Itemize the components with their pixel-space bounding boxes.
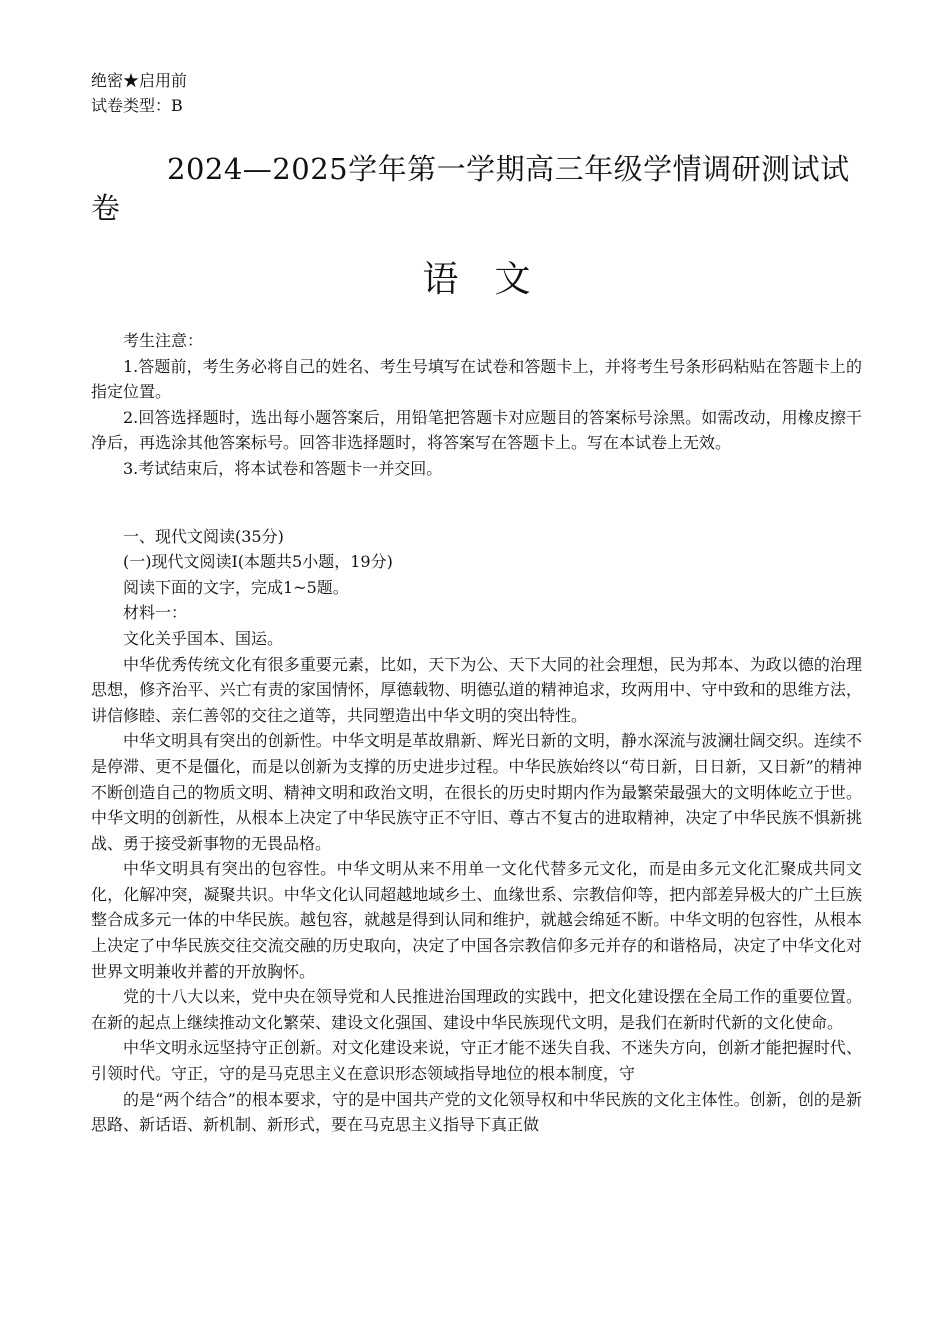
header-meta	[91, 68, 862, 118]
subject-title: 语文	[422, 259, 567, 300]
exam-title: 2024—2025学年第一学期高三年级学情调研测试试卷	[91, 152, 850, 225]
confidential-label: 绝密★启用前	[91, 71, 188, 90]
notice-item: 2.回答选择题时，选出每小题答案后，用铅笔把答题卡对应题目的答案标号涂黑。如需改动，用橡皮擦干净后，再选涂其他答案标号。回答非选择题时，将答案写在答题卡上。写在本试卷上无效。	[91, 407, 862, 453]
paper-type-label: 试卷类型：B	[91, 96, 183, 115]
section-sub-heading: (一)现代文阅读Ⅰ(本题共5小题，19分)	[123, 552, 393, 572]
body-paragraph: 中华文明具有突出的创新性。中华文明是革故鼎新、辉光日新的文明，静水深流与波澜壮阔交织。连续不是停滞、更不是僵化，而是以创新为支撑的历史进步过程。中华民族始终以“苟日新，日日新，又日新”的精神不断创造自己的物质文明、精神文明和政治文明，在很长的历史时期内作为最繁荣最强大的文明体屹立于世。中华文明的创新性，从根本上决定了中华民族守正不守旧、尊古不复古的进取精神，决定了中华民族不惧新挑战、勇于接受新事物的无畏品格。	[91, 731, 862, 853]
body-paragraph: 中华文明永远坚持守正创新。对文化建设来说，守正才能不迷失自我、不迷失方向，创新才能把握时代、引领时代。守正，守的是马克思主义在意识形态领域指导地位的根本制度，守	[91, 1038, 862, 1084]
body-paragraph: 中华优秀传统文化有很多重要元素，比如，天下为公、天下大同的社会理想，民为邦本、为政以德的治理思想，修齐治平、兴亡有责的家国情怀，厚德载物、明德弘道的精神追求，玫两用中、守中致和的思维方法，讲信修睦、亲仁善邻的交往之道等，共同塑造出中华文明的突出特性。	[91, 654, 862, 725]
section-instruction: 阅读下面的文字，完成1~5题。	[123, 577, 349, 597]
reading-section	[91, 524, 862, 1138]
body-paragraph: 中华文明具有突出的包容性。中华文明从来不用单一文化代替多元文化，而是由多元文化汇聚成共同文化，化解冲突，凝聚共识。中华文化认同超越地域乡土、血缘世系、宗教信仰等，把内部差异极大的广土巨族整合成多元一体的中华民族。越包容，就越是得到认同和维护，就越会绵延不断。中华文明的包容性，从根本上决定了中华民族交往交流交融的历史取向，决定了中国各宗教信仰多元并存的和谐格局，决定了中华文化对世界文明兼收并蓄的开放胸怀。	[91, 859, 862, 981]
material-label: 材料一：	[123, 603, 188, 623]
body-paragraph: 文化关乎国本、国运。	[123, 628, 284, 648]
body-paragraph: 的是“两个结合”的根本要求，守的是中国共产党的文化领导权和中华民族的文化主体性。创新，创的是新思路、新话语、新机制、新形式，要在马克思主义指导下真正做	[91, 1089, 862, 1135]
body-paragraph: 党的十八大以来，党中央在领导党和人民推进治国理政的实践中，把文化建设摆在全局工作的重要位置。在新的起点上继续推动文化繁荣、建设文化强国、建设中华民族现代文明，是我们在新时代新的文化使命。	[91, 987, 862, 1032]
notice-item: 3.考试结束后，将本试卷和答题卡一并交回。	[123, 458, 443, 478]
notice-heading: 考生注意：	[123, 331, 204, 350]
candidate-notice	[91, 328, 862, 482]
notice-item: 1.答题前，考生务必将自己的姓名、考生号填写在试卷和答题卡上，并将考生号条形码粘贴在答题卡上的指定位置。	[91, 356, 862, 402]
section-heading: 一、现代文阅读(35分)	[123, 526, 284, 546]
